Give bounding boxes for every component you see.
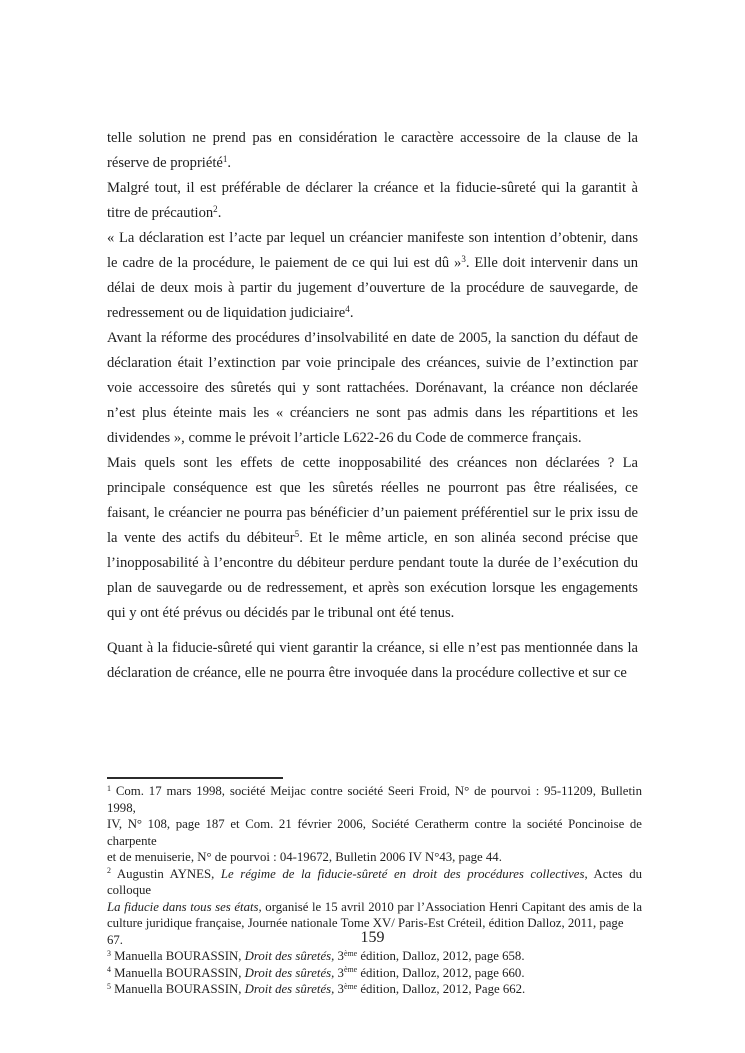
italic-text: Droit des sûretés, [244,965,335,980]
text-segment: organisé le 15 avril 2010 par l’Association Henri Capitant des amis de la [261,899,643,914]
text-segment: la vente des actifs du débiteur [107,530,295,546]
text-segment: . Elle doit intervenir dans un [465,255,638,271]
text-segment: . Et le même article, en son alinéa second précise que [299,530,639,546]
text-line [107,576,638,601]
italic-text: Droit des sûretés, [244,982,335,996]
footnote [107,948,642,965]
text-segment: , Actes du colloque [107,866,643,897]
text-segment: et de menuiserie, N° de pourvoi : 04-19672, Bulletin 2006 IV N°43, page 44. [107,850,502,864]
text-segment: . [227,155,232,171]
text-line [107,376,638,401]
text-segment: déclaration de créance, elle ne pourra être invoquée dans la procédure collective et sur ce [107,665,627,681]
text-segment: titre de précaution [107,205,214,221]
text-line [107,301,638,326]
text-segment: . [217,205,222,221]
footnote-reference: 3 [461,254,466,265]
text-segment: Avant la réforme des procédures d’insolvabilité en date de 2005, la sanction du défaut de [107,330,638,346]
text-line [107,151,638,176]
text-segment: 3 [334,982,344,996]
footnote-reference: 2 [107,866,111,876]
footnote-reference: 4 [345,304,350,315]
paragraph [107,226,638,326]
text-segment: Com. 17 mars 1998, société Meijac contre société Seeri Froid, N° de pourvoi : 95-11209, Bulletin 1998, [107,784,642,815]
text-line [107,526,638,551]
footnote-reference: ème [343,965,358,975]
page-number: 159 [360,929,385,946]
italic-text: Droit des sûretés, [244,949,335,963]
text-segment: Manuella BOURASSIN, [110,949,245,963]
text-segment: 3 [334,965,344,980]
text-segment: Manuella BOURASSIN, [110,982,245,996]
footnote-reference: ème [343,981,358,991]
paragraph [107,451,638,626]
italic-text: Le régime de la fiducie-sûreté en droit des procédures collectives [220,866,585,881]
footnote-line [107,849,642,866]
text-segment: délai de deux mois à partir du jugement d’ouverture de la procédure de sauvegarde, de [107,280,638,296]
text-line [107,636,638,661]
text-line [107,201,638,226]
text-segment: redressement ou de liquidation judiciaire [107,305,346,321]
text-segment: voie accessoire des sûretés qui y sont rattachées. Dorénavant, la créance non déclarée [107,380,638,396]
text-segment: culture juridique française, Journée nationale Tome XV/ Paris-Est Créteil, édition Dalloz, 2011, page 67. [107,916,624,947]
footnote-line [107,965,642,982]
text-segment: Manuella BOURASSIN, [110,965,245,980]
footnote-reference: ème [343,948,358,958]
paragraph [107,126,638,176]
footnote [107,965,642,982]
text-segment: 3 [334,949,344,963]
text-segment: plan de sauvegarde ou de redressement, et après son exécution lorsque les engagements [107,580,638,596]
footnote [107,981,642,998]
text-segment: principale conséquence est que les sûretés réelles ne pourront pas être réalisées, ce [107,480,638,496]
text-line [107,476,638,501]
text-line [107,601,638,626]
text-line [107,176,638,201]
paragraph [107,636,638,686]
footnote-reference: 1 [222,154,228,165]
text-line [107,451,638,476]
text-segment: déclaration était l’extinction par voie principale des créances, suivie de l’extinction par [107,355,638,371]
text-segment: qui y ont été prévus ou décidés par le tribunal ont été tenus. [107,605,455,621]
text-segment: édition, Dalloz, 2012, page 658. [357,949,525,963]
text-line [107,251,638,276]
text-line [107,126,638,151]
text-line [107,661,638,686]
footnote-reference: 2 [213,204,218,215]
text-segment: « La déclaration est l’acte par lequel un créancier manifeste son intention d’obtenir, dans [107,230,638,246]
footnote-separator [107,777,283,779]
footnote-reference: 5 [294,529,300,540]
text-line [107,226,638,251]
text-line [107,401,638,426]
text-segment: édition, Dalloz, 2012, Page 662. [357,982,526,996]
footnote-line [107,899,642,916]
text-segment: Augustin AYNES, [110,866,221,881]
text-line [107,551,638,576]
footnote-reference: 4 [107,965,111,975]
footnote-line [107,981,642,998]
text-segment: n’est plus éteinte mais les « créanciers ne sont pas admis dans les répartitions et les [107,405,638,421]
text-segment: Malgré tout, il est préférable de déclarer la créance et la fiducie-sûreté qui la garantit à [107,180,638,196]
footnote-line [107,783,642,816]
footnote-reference: 1 [107,783,111,793]
text-line [107,276,638,301]
text-segment: l’inopposabilité à l’encontre du débiteur perdure pendant toute la durée de l’exécution du [107,555,638,571]
text-segment: réserve de propriété [107,155,223,171]
footnote-region [107,777,642,998]
text-segment: Quant à la fiducie-sûreté qui vient garantir la créance, si elle n’est pas mentionnée dans la [107,640,638,656]
text-segment: le cadre de la procédure, le paiement de ce qui lui est dû » [107,255,462,271]
footnote-reference: 5 [107,981,111,991]
body-text [107,126,638,686]
footnote-line [107,866,642,899]
text-segment: . [349,305,354,321]
text-segment: Mais quels sont les effets de cette inopposabilité des créances non déclarées ? La [107,455,638,471]
text-segment: édition, Dalloz, 2012, page 660. [357,965,525,980]
text-line [107,326,638,351]
footnote-list [107,783,642,998]
text-segment: IV, N° 108, page 187 et Com. 21 février 2006, Société Ceratherm contre la société Poncinoise de charpente [107,817,642,848]
footnote-line [107,816,642,849]
text-segment: dividendes », comme le prévoit l’article L622-26 du Code de commerce français. [107,430,582,446]
text-segment: telle solution ne prend pas en considération le caractère accessoire de la clause de la [107,130,638,146]
text-line [107,501,638,526]
footnote [107,783,642,866]
footnote-line [107,948,642,965]
text-line [107,351,638,376]
text-line [107,426,638,451]
italic-text: La fiducie dans tous ses états, [107,899,262,914]
paragraph [107,176,638,226]
footnote-reference: 3 [107,948,111,958]
text-segment: faisant, le créancier ne pourra pas bénéficier d’un paiement préférentiel sur le prix issu de [107,505,638,521]
paragraph [107,326,638,451]
